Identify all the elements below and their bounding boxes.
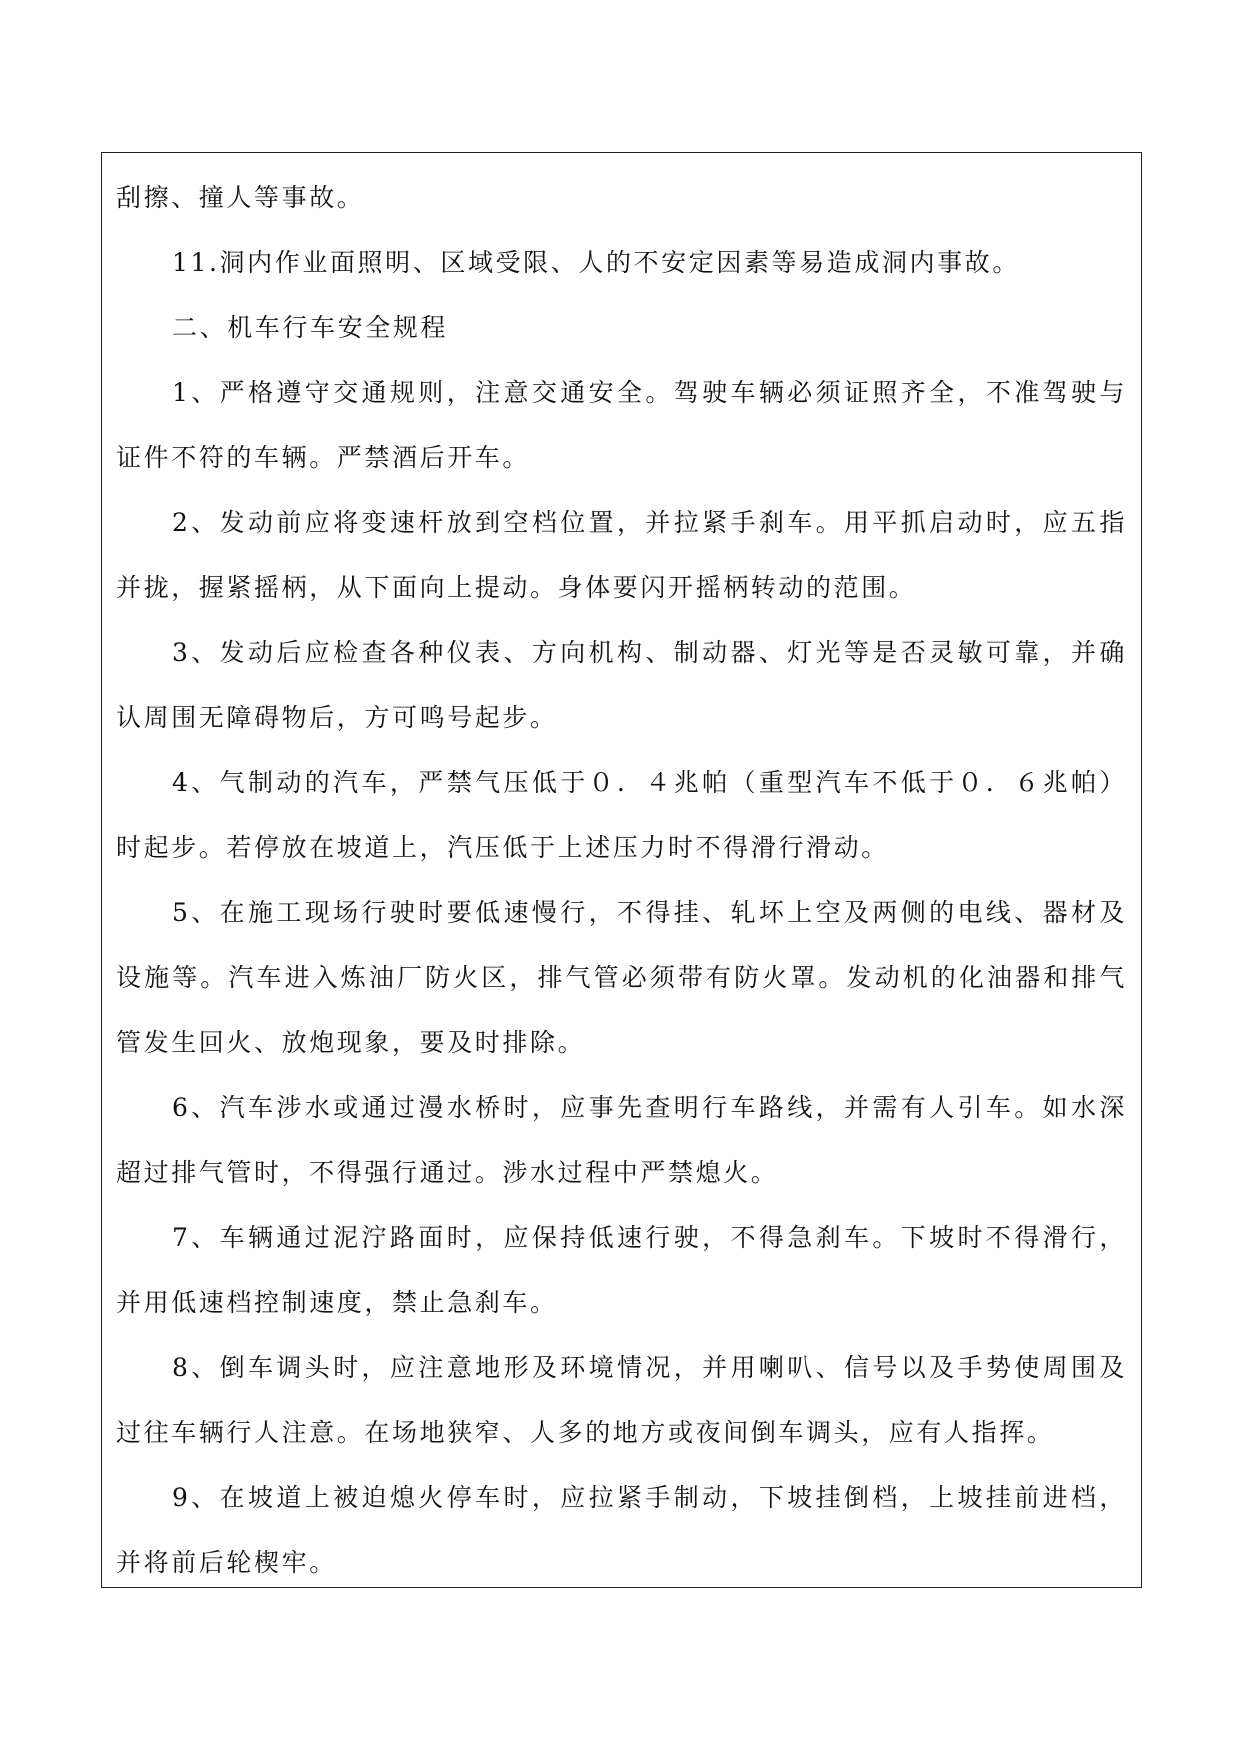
- paragraph-rule-1: 1、严格遵守交通规则，注意交通安全。驾驶车辆必须证照齐全，不准驾驶与证件不符的车辆。严禁酒后开车。: [116, 378, 1127, 472]
- paragraph-rule-9: 9、在坡道上被迫熄火停车时，应拉紧手制动，下坡挂倒档，上坡挂前进档，并将前后轮楔牢。: [116, 1483, 1127, 1577]
- paragraph-rule-6: 6、汽车涉水或通过漫水桥时，应事先查明行车路线，并需有人引车。如水深超过排气管时，不得强行通过。涉水过程中严禁熄火。: [116, 1093, 1127, 1187]
- paragraph-rule-3: 3、发动后应检查各种仪表、方向机构、制动器、灯光等是否灵敏可靠，并确认周围无障碍物后，方可鸣号起步。: [116, 638, 1127, 732]
- paragraph-rule-8: 8、倒车调头时，应注意地形及环境情况，并用喇叭、信号以及手势使周围及过往车辆行人注意。在场地狭窄、人多的地方或夜间倒车调头，应有人指挥。: [116, 1353, 1127, 1447]
- bordered-text-frame: [101, 152, 1142, 1588]
- paragraph-continuation: 刮擦、撞人等事故。: [116, 183, 365, 212]
- paragraph-rule-5: 5、在施工现场行驶时要低速慢行，不得挂、轧坏上空及两侧的电线、器材及设施等。汽车进入炼油厂防火区，排气管必须带有防火罩。发动机的化油器和排气管发生回火、放炮现象，要及时排除。: [116, 898, 1127, 1057]
- paragraph-rule-7: 7、车辆通过泥泞路面时，应保持低速行驶，不得急刹车。下坡时不得滑行，并用低速档控制速度，禁止急刹车。: [116, 1223, 1127, 1317]
- paragraph-rule-2: 2、发动前应将变速杆放到空档位置，并拉紧手刹车。用平抓启动时，应五指并拢，握紧摇柄，从下面向上提动。身体要闪开摇柄转动的范围。: [116, 508, 1127, 602]
- section-heading: 二、机车行车安全规程: [172, 313, 449, 342]
- document-body: [116, 165, 1127, 1595]
- paragraph-item-11: 11.洞内作业面照明、区域受限、人的不安定因素等易造成洞内事故。: [172, 248, 1020, 277]
- paragraph-rule-4: 4、气制动的汽车，严禁气压低于０．４兆帕（重型汽车不低于０．６兆帕）时起步。若停放在坡道上，汽压低于上述压力时不得滑行滑动。: [116, 768, 1127, 862]
